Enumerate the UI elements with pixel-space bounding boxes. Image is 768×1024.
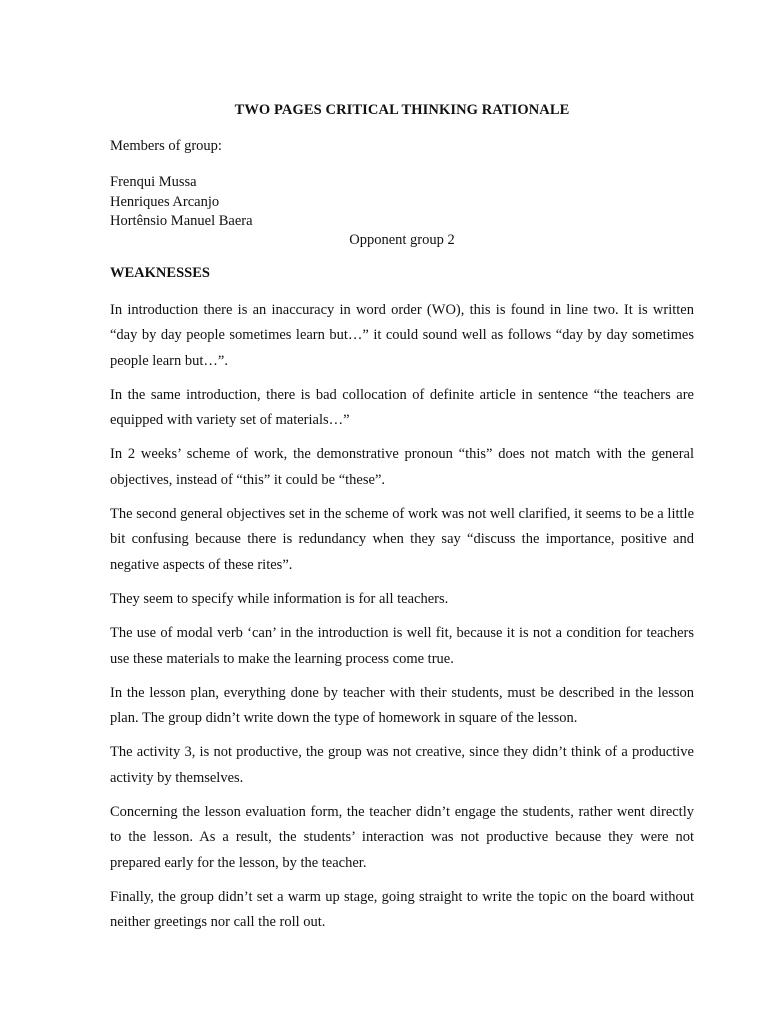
paragraph: In 2 weeks’ scheme of work, the demonstrative pronoun “this” does not match with the general objectives, instead of “this” it could be “these”. bbox=[110, 446, 694, 488]
members-label: Members of group: bbox=[110, 138, 222, 154]
paragraph: The use of modal verb ‘can’ in the introduction is well fit, because it is not a condition for teachers use these materials to make the learning process come true. bbox=[110, 625, 694, 667]
paragraph: The second general objectives set in the scheme of work was not well clarified, it seems to be a little bit confusing because there is redundancy when they say “discuss the importance, positive and negative aspects of these rites”. bbox=[110, 506, 694, 573]
paragraph: They seem to specify while information is for all teachers. bbox=[110, 590, 449, 607]
paragraph: In introduction there is an inaccuracy in word order (WO), this is found in line two. It is written “day by day people sometimes learn but…” it could sound well as follows “day by day sometimes people learn but…”. bbox=[110, 302, 694, 369]
paragraph: In the same introduction, there is bad collocation of definite article in sentence “the teachers are equipped with variety set of materials…” bbox=[110, 386, 694, 429]
paragraph: Concerning the lesson evaluation form, the teacher didn’t engage the students, rather went directly to the lesson. As a result, the students’ interaction was not productive because they were not prepared early for the lesson, by the teacher. bbox=[110, 804, 694, 871]
member-name: Hortênsio Manuel Baera bbox=[110, 213, 253, 229]
document-title: TWO PAGES CRITICAL THINKING RATIONALE bbox=[234, 102, 570, 118]
member-name: Henriques Arcanjo bbox=[110, 193, 220, 210]
paragraph: The activity 3, is not productive, the group was not creative, since they didn’t think of a productive activity by themselves. bbox=[110, 744, 694, 786]
opponent-group: Opponent group 2 bbox=[349, 232, 455, 248]
paragraph: In the lesson plan, everything done by teacher with their students, must be described in the lesson plan. The group didn’t write down the type of homework in square of the lesson. bbox=[110, 684, 694, 727]
section-heading-weaknesses: WEAKNESSES bbox=[110, 265, 210, 281]
member-name: Frenqui Mussa bbox=[110, 174, 197, 190]
weaknesses-body bbox=[110, 298, 694, 945]
paragraph: Finally, the group didn’t set a warm up stage, going straight to write the topic on the board without neither greetings nor call the roll out. bbox=[110, 888, 694, 931]
members-list bbox=[110, 173, 253, 232]
